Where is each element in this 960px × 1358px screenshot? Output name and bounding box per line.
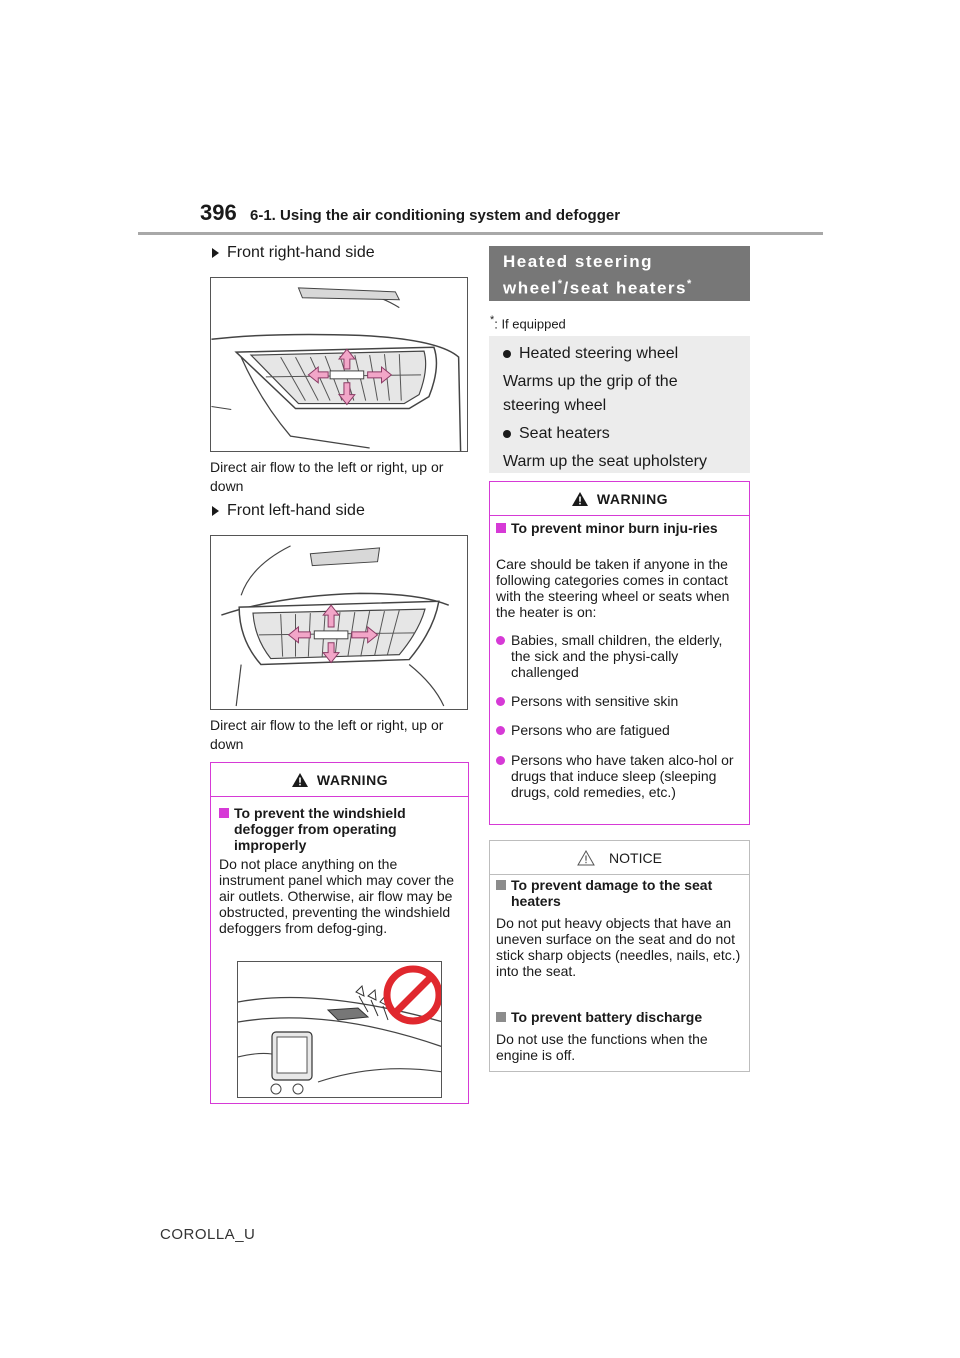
notice-triangle-icon: [577, 850, 595, 866]
heading-star-1: *: [557, 278, 564, 290]
notice-text-1: Do not put heavy objects that have an uneven surface on the seat and do not stick sharp objects (needles, nails, etc.) into the seat.: [496, 915, 741, 979]
dashboard-drawing: [238, 962, 442, 1098]
features-box: [489, 336, 750, 473]
heading-seat-heaters: /seat heaters: [563, 278, 687, 298]
feature-heated-steering: [503, 342, 750, 366]
footer-model: COROLLA_U: [160, 1226, 256, 1243]
feature-seat-heaters-desc: Warm up the seat upholstery: [503, 453, 707, 470]
feature-seat-heaters: [503, 422, 750, 446]
notice-header: [490, 841, 749, 875]
heated-steering-heading-band: [489, 246, 750, 301]
notice-label: NOTICE: [609, 849, 662, 866]
footnote-text: : If equipped: [494, 316, 566, 332]
burn-warning-box: [489, 481, 750, 825]
vent-right-drawing: [211, 278, 467, 451]
header-rule: [138, 232, 823, 235]
round-bullet-icon: [496, 636, 505, 645]
heading-star-2: *: [686, 278, 693, 290]
warning-label: WARNING: [596, 490, 669, 507]
heading-line2: [503, 273, 750, 300]
round-bullet-icon: [496, 697, 505, 706]
notice-box: [489, 840, 750, 1072]
burn-bullet-3: [496, 722, 736, 738]
round-bullet-icon: [496, 756, 505, 765]
warning-triangle-icon: [571, 491, 589, 507]
front-left-heading: [212, 502, 365, 520]
square-bullet-icon: [496, 880, 506, 890]
vent-left-drawing: [211, 536, 467, 709]
burn-warning-title: [496, 520, 736, 536]
feature-seat-heaters-label: Seat heaters: [519, 425, 610, 442]
notice-title-2-text: To prevent battery discharge: [511, 1009, 703, 1025]
heading-wheel: wheel: [503, 278, 558, 298]
feature-heated-steering-label: Heated steering wheel: [519, 345, 679, 362]
burn-warning-text: Care should be taken if anyone in the following categories comes in contact with the steering wheel or seats when the heater is on:: [496, 556, 730, 620]
burn-bullet-2: [496, 693, 736, 709]
square-bullet-icon: [496, 1012, 506, 1022]
notice-title-2: [496, 1009, 741, 1025]
front-right-caption: Direct air flow to the left or right, up or down: [210, 459, 444, 494]
triangle-bullet-icon: [212, 506, 219, 516]
warning-header: [211, 763, 468, 797]
feature-heated-steering-desc: Warms up the grip of the steering wheel: [503, 373, 678, 414]
warning-header: [490, 482, 749, 516]
burn-bullet-1-text: Babies, small children, the elderly, the sick and the physi-cally challenged: [511, 632, 723, 680]
defogger-warning-title: [219, 805, 459, 853]
round-bullet-icon: [496, 726, 505, 735]
defogger-warning-box: [210, 762, 469, 1104]
notice-text-2: Do not use the functions when the engine is off.: [496, 1031, 708, 1063]
heading-line1: Heated steering: [503, 252, 654, 271]
front-right-vent-illustration: [210, 277, 468, 452]
footnote-star: *: [490, 314, 495, 326]
square-bullet-icon: [496, 523, 506, 533]
if-equipped-footnote: [490, 314, 566, 331]
front-left-heading-text: Front left-hand side: [227, 502, 365, 519]
burn-bullet-4-text: Persons who have taken alco-hol or drugs that induce sleep (sleeping drugs, cold remedies, etc.): [511, 752, 734, 800]
burn-bullet-2-text: Persons with sensitive skin: [511, 693, 679, 709]
defogger-warning-title-text: To prevent the windshield defogger from operating improperly: [234, 805, 406, 853]
no-objects-on-dashboard-illustration: [237, 961, 442, 1098]
burn-bullet-3-text: Persons who are fatigued: [511, 722, 670, 738]
burn-bullet-4: [496, 752, 741, 800]
defogger-warning-text: Do not place anything on the instrument panel which may cover the air outlets. Otherwise, air flow may be obstructed, preventing the windshield defoggers from defog-ging.: [219, 856, 454, 936]
front-left-vent-illustration: [210, 535, 468, 710]
burn-warning-title-text: To prevent minor burn inju-ries: [511, 520, 718, 536]
triangle-bullet-icon: [212, 248, 219, 258]
front-right-heading-text: Front right-hand side: [227, 244, 375, 261]
square-bullet-icon: [219, 808, 229, 818]
front-left-caption: Direct air flow to the left or right, up or down: [210, 717, 444, 752]
burn-bullet-1: [496, 632, 736, 680]
notice-title-1: [496, 877, 736, 909]
warning-label: WARNING: [316, 771, 389, 788]
round-bullet-icon: [503, 350, 511, 358]
round-bullet-icon: [503, 430, 511, 438]
page-number: 396: [200, 200, 237, 225]
section-title: 6-1. Using the air conditioning system and defogger: [250, 207, 621, 224]
notice-title-1-text: To prevent damage to the seat heaters: [511, 877, 713, 909]
front-right-heading: [212, 244, 375, 262]
warning-triangle-icon: [291, 772, 309, 788]
